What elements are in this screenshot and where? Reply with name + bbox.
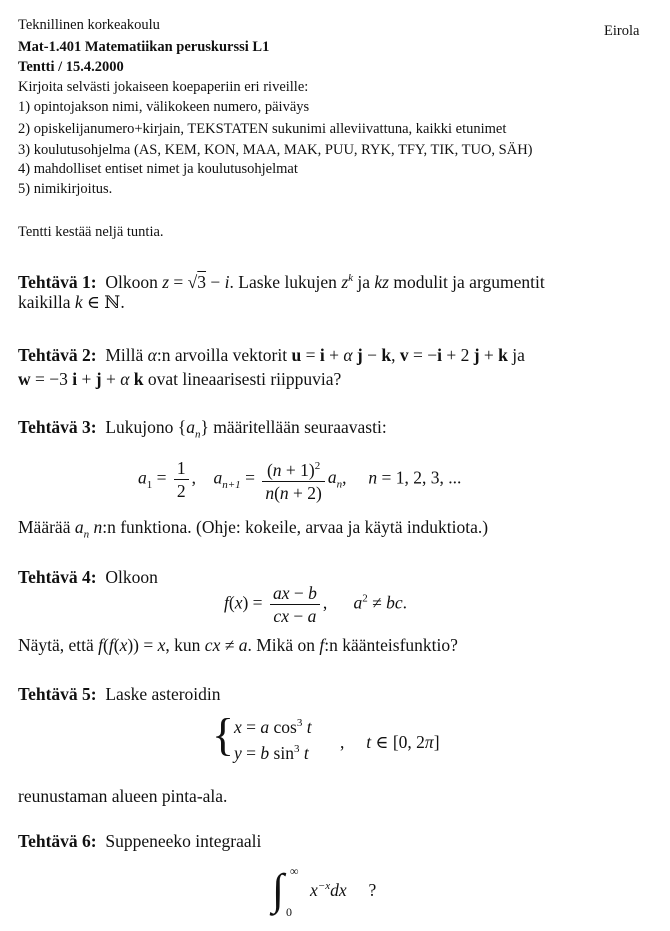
instruction-item: 4) mahdolliset entiset nimet ja koulutusohjelmat <box>18 161 298 177</box>
institution: Teknillinen korkeakoulu <box>18 17 160 33</box>
task-label: Tehtävä 2: <box>18 345 97 365</box>
task-4-formula: f(x) = $\frac{ax - b}{cx - a}$ , $a^2$ ≠ bc. <box>224 583 407 626</box>
task-3-line-1: Tehtävä 3: Lukujono $\{a_n\}$ määritellään seuraavasti: <box>18 417 387 441</box>
task-label: Tehtävä 3: <box>18 417 97 437</box>
task-3-formula: $a_1$ = $\frac{1}{2}$ , $a_{n+1}$ = $\frac{(n + 1)^2}{n(n + 2)}$ $a_n$, n = 1, 2, 3, ... <box>138 455 461 504</box>
task-5-formula-y: y = b $\sin^3 t$ <box>234 743 309 763</box>
task-4-line-1: Tehtävä 4: Olkoon <box>18 567 158 587</box>
task-6-integrand: $x^{-x}dx$ ? <box>310 880 377 900</box>
task-2-line-1: Tehtävä 2: Millä α:n arvoilla vektorit u = i + α j − k, v = −i + 2 j + k ja <box>18 345 525 365</box>
author: Eirola <box>604 23 640 39</box>
task-1-line-2: kaikilla k ∈ ℕ. <box>18 292 125 312</box>
integral-upper-limit: ∞ <box>290 864 299 878</box>
task-5-formula-x: x = a $\cos^3 t$ <box>234 717 312 737</box>
task-5-brace: { <box>212 709 235 760</box>
task-label: Tehtävä 6: <box>18 831 97 851</box>
course-title: Mat-1.401 Matematiikan peruskurssi L1 <box>18 39 270 55</box>
task-2-line-2: w = −3 i + j + α k ovat lineaarisesti riippuvia? <box>18 369 342 389</box>
integral-lower-limit: 0 <box>286 905 292 919</box>
instruction-item: 2) opiskelijanumero+kirjain, TEKSTATEN sukunimi alleviivattuna, kaikki etunimet <box>18 121 507 137</box>
instructions-intro: Kirjoita selvästi jokaiseen koepaperiin eri riveille: <box>18 79 309 95</box>
task-label: Tehtävä 1: <box>18 271 97 292</box>
exam-duration: Tentti kestää neljä tuntia. <box>18 224 164 240</box>
task-label: Tehtävä 5: <box>18 684 97 704</box>
task-4-line-after: Näytä, että f(f(x)) = x, kun cx ≠ a. Mikä on f:n käänteisfunktio? <box>18 635 458 655</box>
task-1-line-1: Tehtävä 1: Olkoon z = √3 − i. Laske lukujen $z^k$ ja kz modulit ja argumentit <box>18 271 545 292</box>
exam-date: Tentti / 15.4.2000 <box>18 59 124 75</box>
task-6-line-1: Tehtävä 6: Suppeneeko integraali <box>18 831 262 851</box>
instruction-item: 3) koulutusohjelma (AS, KEM, KON, MAA, MAK, PUU, RYK, TFY, TIK, TUO, SÄH) <box>18 142 533 158</box>
task-3-line-after: Määrää $a_n$ n:n funktiona. (Ohje: kokeile, arvaa ja käytä induktiota.) <box>18 517 489 541</box>
task-5-line-1: Tehtävä 5: Laske asteroidin <box>18 684 221 704</box>
instruction-item: 1) opintojakson nimi, välikokeen numero, päiväys <box>18 99 310 115</box>
task-5-line-after: reunustaman alueen pinta-ala. <box>18 786 228 806</box>
task-label: Tehtävä 4: <box>18 567 97 587</box>
instruction-item: 5) nimikirjoitus. <box>18 181 113 197</box>
integral-sign: ∫ <box>272 865 285 914</box>
task-5-domain: , t ∈ [0, 2π] <box>340 732 440 752</box>
